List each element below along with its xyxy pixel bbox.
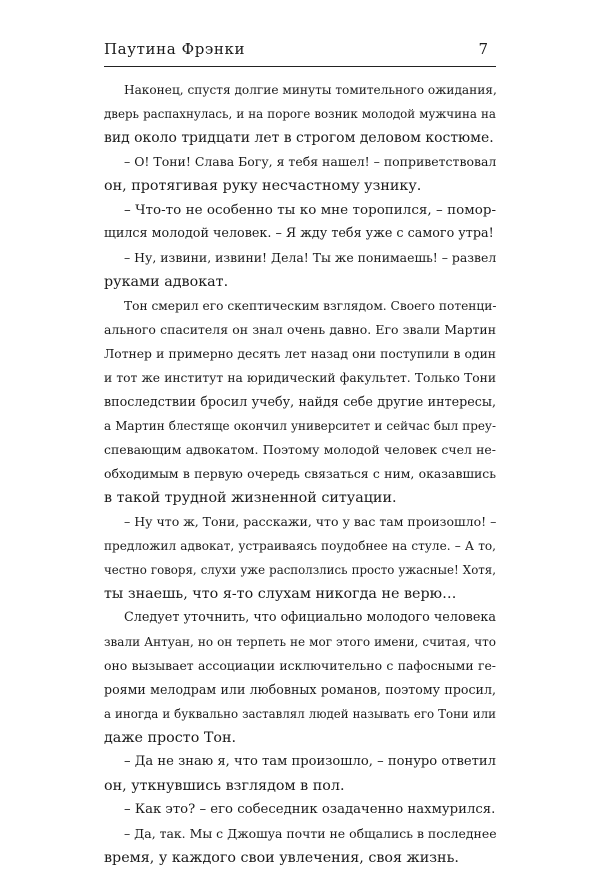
text-line: даже просто Тон. [104,730,237,746]
text-line: а иногда и буквально заставлял людей называть его Тони или [104,707,496,721]
running-title: Паутина Фрэнки [104,40,246,58]
text-line: ального спасителя он знал очень давно. Его звали Мартин [104,322,496,337]
text-line: а Мартин блестяще окончил университет и сейчас был преу- [104,419,496,433]
text-line: – Как это? – его собеседник озадаченно нахмурился. [124,802,496,817]
text-line: – Да, так. Мы с Джошуа почти не общались в последнее [124,826,497,841]
text-line: он, протягивая руку несчастному узнику. [104,178,422,194]
text-line: время, у каждого свои увлечения, своя жизнь. [104,850,459,866]
text-line: оно вызывает ассоциации исключительно с пафосными ге- [104,658,496,673]
page-number: 7 [478,40,488,58]
text-line: руками адвокат. [104,274,229,290]
text-line: щился молодой человек. – Я жду тебя уже с самого утра! [104,226,494,241]
text-line: роями мелодрам или любовных романов, поэтому просил, [104,682,496,697]
text-line: впоследствии бросил учебу, найдя себе другие интересы, [104,394,496,409]
text-line: – Ну что ж, Тони, расскажи, что у вас там произошло! – [124,514,497,529]
running-header [104,40,492,64]
text-line: дверь распахнулась, и на пороге возник молодой мужчина на [104,107,496,121]
header-rule [104,66,496,67]
text-line: звали Антуан, но он терпеть не мог этого имени, считая, что [104,635,496,649]
text-line: он, уткнувшись взглядом в пол. [104,778,345,794]
text-line: обходимым в первую очередь связаться с ним, оказавшись [104,466,496,481]
text-line: в такой трудной жизненной ситуации. [104,490,397,506]
text-line: – О! Тони! Слава Богу, я тебя нашел! – поприветствовал [124,154,497,169]
text-line: вид около тридцати лет в строгом деловом костюме. [104,130,494,146]
body-text [104,78,496,870]
text-line: Лотнер и примерно десять лет назад они поступили в один [104,347,496,361]
text-line: и тот же институт на юридический факультет. Только Тони [104,371,496,385]
text-line: предложил адвокат, устраиваясь поудобнее на стуле. – А то, [104,539,496,553]
text-line: спевающим адвокатом. Поэтому молодой человек счел не- [104,442,496,457]
text-line: – Ну, извини, извини! Дела! Ты же понимаешь! – развел [124,250,497,265]
text-line: ты знаешь, что я-то слухам никогда не верю… [104,586,457,602]
text-line: – Да не знаю я, что там произошло, – понуро ответил [124,754,496,769]
text-line: Тон смерил его скептическим взглядом. Своего потенци- [124,299,497,313]
text-line: – Что-то не особенно ты ко мне торопился, – помор- [124,202,496,218]
text-line: Наконец, спустя долгие минуты томительного ожидания, [124,83,497,97]
text-line: честно говоря, слухи уже расползлись просто ужасные! Хотя, [104,563,496,577]
text-line: Следует уточнить, что официально молодого человека [124,610,496,625]
